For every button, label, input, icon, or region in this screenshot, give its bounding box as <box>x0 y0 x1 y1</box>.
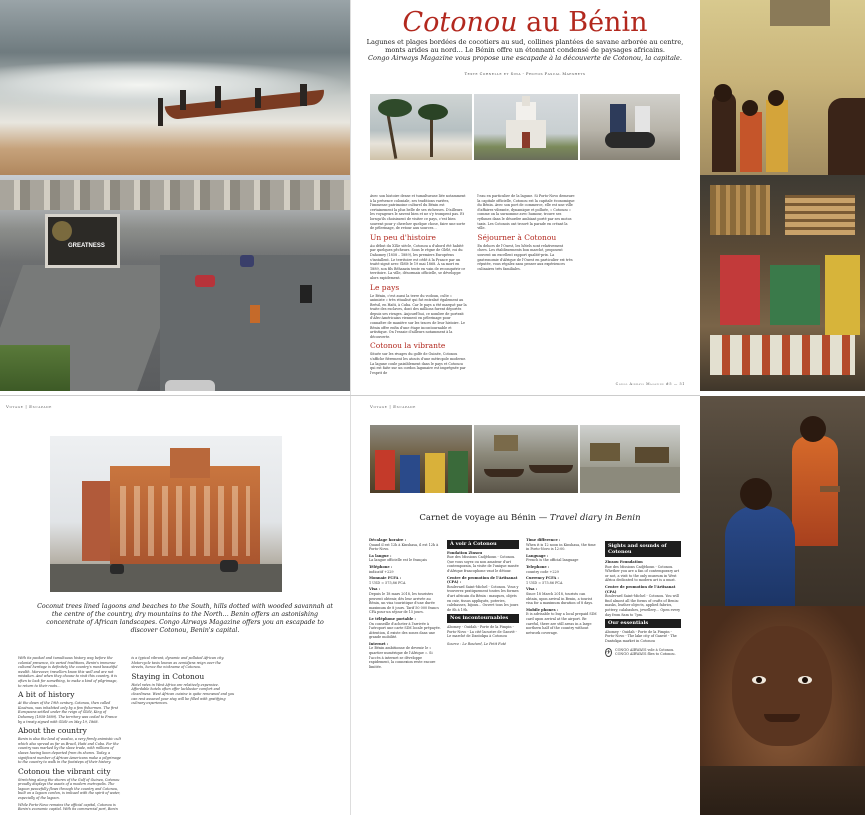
cathedral-photo <box>474 94 578 160</box>
info-heading: Centre de promotion de l'Artisanat (CPA) : <box>447 575 518 585</box>
hairdresser-photo <box>700 396 865 606</box>
info-heading: Centre de promotion de l'Artisanat (CPA) <box>605 584 676 594</box>
info-col-en <box>526 538 598 637</box>
travel-diary-title-en: Travel diary in Benin <box>549 513 641 523</box>
info-heading: Language : <box>526 553 549 558</box>
info-heading: La langue : <box>369 553 392 558</box>
article-title <box>355 8 695 38</box>
info-heading: Visa : <box>526 587 538 592</box>
info-text: Depuis le 18 mars 2018, les touristes peuvent obtenir, dès leur arrivée au Bénin, un visa touristique d'une durée maximum de 8 jours. Tarif 50 000 francs CFA pour un séjour de 15 jours. <box>369 591 439 615</box>
info-text: When it is 12 noon in Kinshasa, the time in Porto-Novo is 12:00. <box>526 542 596 552</box>
heading-city-en: Cotonou the vibrant city <box>18 766 111 776</box>
info-text: Rue des Missions Cadjèhoun - Cotonou. Whether you are a fan of contemporary art or not, a visit to the only museum in West Africa dedicated to modern art is a must. <box>605 564 680 583</box>
heading-stay-en: Staying in Cotonou <box>131 671 205 681</box>
palace-photo <box>50 436 282 592</box>
info-heading: Time difference : <box>526 538 561 542</box>
billboard: GREATNESS <box>45 214 120 268</box>
info-heading: Telephone : <box>526 564 550 569</box>
page-divider-horizontal <box>0 395 700 396</box>
section-header-right: Voyage | Escapade <box>370 404 416 409</box>
info-text: Since 18 March 2018, tourists can obtain, upon arrival in Benin, a tourist visa for a maximum duration of 8 days. <box>526 591 594 606</box>
heading-country: Le pays <box>370 282 400 292</box>
info-text: indicatif +229 <box>369 569 394 574</box>
info-text: Quand il est 12h à Kinshasa, il est 12h à Porto-Novo. <box>369 542 439 552</box>
info-heading: Fondation Zinsou <box>447 550 483 555</box>
info-text: Boulevard Saint-Michel - Cotonou. You will find almost all the forms of crafts of Benin: masks, leather objects, applied fabrics, pottery, calabashes, jewellery… Open every day from 8am to 7pm. <box>605 594 681 617</box>
source-note: Source : Le Routard, Le Petit Futé <box>447 641 507 646</box>
info-heading: Internet : <box>369 641 389 646</box>
info-text: Boulevard Saint-Michel - Cotonou. Vous y trouverez pratiquement toutes les formes d'art africain du Bénin : masques, objets en cuir, tissus appliqués, poteries, calebasses, bijoux… Ouvert tous les jours de 8h à 19h. <box>447 584 519 612</box>
info-heading: Mobile phones : <box>526 607 559 612</box>
article-columns-en: With its packed and tumultuous history way before the colonial presence, its varied traditions, Benin's immense cultural heritage is definitely the country's most beautiful wealth. Moreover, travellers know this well and are not mistaken. And when they choose to visit this country, it is often to look for something, to make a kind of pilgrimage, to return to their roots… A bit of history At the dawn of the 19th century, Cotonou, then called Kouénou, was inhabited only by a few fishermen. The first Europeans settled under the reign of Glélé, King of Dahomey (1858-1889). The territory was ceded to France by a treaty signed with Glélé on May 19, 1868. About the country Benin is also the land of voodoo, a very firmly animistic cult which also spread as far as Brazil, Haiti and Cuba. For the country was marked by the slave trade, with millions of slaves having been deported from its shores. Today, a significant number of African-Americans make a pilgrimage to the country to walk in the footsteps of their history. Cotonou the vibrant city Stretching along the shores of the Gulf of Guinea, Cotonou proudly displays the assets of a modern metropolis. The lagoon peacefully flows through the country and Cotonou, built on a lagoon cordon, is imbued with the spirit of water, especially of the lagoon. While Porto-Novo remains the official capital, Cotonou is Benin's economic capital. With its commercial port, Benin is a typical vibrant, dynamic and polluted African city. Motorcycle taxis known as zemidjans reign over the streets, hence the nickname of Cotonou. Staying in Cotonou Hotel rates in West Africa are relatively expensive. Affordable hotels often offer lackluster comfort and cleanliness. West African cuisine is quite renowned and you can rest assured your stay will be filled with gratifying culinary experiences. <box>18 656 235 812</box>
sights-box: Sights and sounds of Cotonou <box>605 541 681 557</box>
info-text: 1 USD = 575.86 FCA <box>526 580 563 585</box>
info-heading: Currency FCFA : <box>526 576 559 581</box>
cotonou-street-photo <box>0 175 350 391</box>
title-country: au Bénin <box>517 7 648 38</box>
page-footer-right: Congo Airways Magazine #5 — 51 <box>615 382 685 386</box>
airline-note: ✈ CONGO AIRWAYS vole à Cotonou. CONGO AIRWAYS flies to Cotonou. <box>606 647 676 657</box>
info-text: Rue des Missions Cadjèhoun - Cotonou. Que vous soyez ou non amateur d'art contemporain, la visite de l'unique musée d'Afrique francophone vaut le détour. <box>447 555 519 573</box>
airplane-icon: ✈ <box>606 648 612 656</box>
title-city: Cotonou <box>402 7 518 38</box>
info-text: country code +229 <box>526 569 559 574</box>
essentials-box-fr: Nos incontournables <box>447 614 519 623</box>
lagoon-boats-photo <box>474 425 578 493</box>
info-col-fr-2 <box>447 538 519 646</box>
see-in-cotonou-box: À voir à Cotonou <box>447 540 519 549</box>
info-text: On conseille d'acheter à l'arrivée à l'aéroport une carte SIM locale prépayée. Attention, il existe des zones dans une grande mobilité. <box>369 621 441 640</box>
info-heading: Zinsou Foundation <box>605 560 643 564</box>
travel-diary-title <box>380 513 680 523</box>
beach-fishermen-photo <box>0 0 350 175</box>
essentials-list-fr: Abomey - Ouidah - Porte de la Pimpin - Porto-Novo - La cité lacustre de Ganvié - Le marché de Dantokpa à Cotonou <box>447 624 517 639</box>
article-credit: Texte Cornelle et Sina - Photos Pascal Maeshets <box>464 72 586 76</box>
child-portrait-photo <box>700 606 865 815</box>
stilt-village-photo <box>580 425 680 493</box>
article-columns-fr: Avec son histoire dense et tumultueuse liée notamment à la présence coloniale, ses traditions variées, l'immense patrimoine culturel du Bénin est certainement la plus belle de ses richesses. D'ailleurs les voyageurs le savent bien et ne s'y trompent pas. Et lorsqu'ils choisissent de visiter ce pays, c'est bien souvent pour y chercher quelque chose, faire une sorte de pèlerinage, de retour aux sources… Un peu d'histoire Au début du XIXe siècle, Cotonou a d'abord été habité par quelques pêcheurs. Sous le règne de Glélé, roi du Dahomey (1858 – 1889), les premiers Européens s'installent. Le territoire est cédé à la France par un traité signé avec Glélé le 19 mai 1868. À sa mort en 1889, son fils Béhanzin tente en vain de reconquérir ce territoire. La ville, désormais officielle, se développe alors rapidement. Le pays Le Bénin, c'est aussi la terre du vodoun, culte « animiste » très ritualisé qui fut entraîné également au Brésil, en Haïti, à Cuba. Car le pays a été marqué par la traite des esclaves, dont des millions furent déportés depuis ses rivages. Aujourd'hui, ce nombre de portrait d'Afro-Américains viennent en pèlerinage pour connaître de manière sur les traces de leur histoire. Le Bénin offre enfin d'une étape incontournable et artistique. On l'essaie d'ailleurs notamment à la découverte. Cotonou la vibrante Située sur les rivages du golfe de Guinée, Cotonou s'affiche fièrement les atouts d'une métropole moderne. La lagune coule paisiblement dans le pays et Cotonou qui est faite sur un cordon lagunaire est imprégnée par l'esprit de l'eau en particulier de la lagune. Si Porto-Novo demeure la capitale officielle, Cotonou est la capitale économique du Bénin. Avec son port de commerce, elle est une ville d'affaires vibrante, dynamique et polluée, « Cotonou » comme on la surnomme avec humour, trouve ses rythmes dans le désordre ambiant porté par ses motos taxis. Les Cotonois ont trouvé la parade en créant la ville. Séjourner à Cotonou En dehors de l'Ouest, les hôtels sont relativement chers. Les établissements bon marché, proposent souvent un excellent rapport qualité-prix. La gastronomie d'Afrique de l'Ouest en particulier est très réputée, vous régalez sans penser aux expériences culinaires très familiales. <box>370 194 575 375</box>
info-text: French is the official language <box>526 558 579 563</box>
info-text: 1 USD = 575,86 FCA <box>369 580 406 585</box>
article-lead: Lagunes et plages bordées de cocotiers au sud, collines plantées de savane arborée au centre, monts arides au nord… Le Bénin offre un étonnant condensé de paysages africains. Congo Airways Magazine vous propose une escapade à la découverte de Cotonou, la capitale. <box>366 38 684 62</box>
essentials-list-en: Abomey - Ouidah - Porte de la Pimpin - Porto-Novo - The lake city of Ganvié - The Dantokpa market in Cotonou <box>605 629 677 643</box>
market-photo <box>700 175 865 391</box>
motorbike-photo <box>580 94 680 160</box>
travel-diary-title-fr: Carnet de voyage au Bénin — <box>419 513 548 523</box>
english-lead: Coconut trees lined lagoons and beaches to the South, hills dotted with wooded savannah at the centre of the country, dry mountains to the North… Benin offers an astonishing concentrate of African landscapes. Congo Airways Magazine offers you an escapade to discover Cotonou, Benin's capital. <box>37 603 333 634</box>
info-heading: Monnaie FCFA : <box>369 576 401 581</box>
children-photo <box>700 0 865 175</box>
info-heading: Décalage horaire : <box>369 538 407 542</box>
heading-stay: Séjourner à Cotonou <box>477 232 557 242</box>
heading-city: Cotonou la vibrante <box>370 341 446 351</box>
info-heading: Téléphone : <box>369 564 393 569</box>
info-text: It is advisable to buy a local prepaid SIM card upon arrival at the airport. Be careful, there are still areas in a large northern half of the country without network coverage. <box>526 612 597 635</box>
heading-history-en: A bit of history <box>18 690 75 700</box>
palm-beach-photo <box>370 94 472 160</box>
info-heading: Visa : <box>369 587 381 592</box>
info-text: La langue officielle est le français <box>369 558 428 563</box>
essentials-box-en: Our essentials <box>605 619 681 628</box>
page-divider-vertical <box>350 0 351 815</box>
info-col-en-2 <box>605 538 681 657</box>
heading-history: Un peu d'histoire <box>370 232 436 242</box>
info-heading: Le téléphone portable : <box>369 616 416 621</box>
section-header-left: Voyage | Escapade <box>6 404 52 409</box>
heading-country-en: About the country <box>18 726 87 736</box>
market-crowd-photo <box>370 425 472 493</box>
info-col-fr <box>369 538 441 671</box>
info-text: Le Bénin ambitionne de devenir le « quartier numérique de l'Afrique ». Si l'accès à internet se développe rapidement, la connexion reste encore limitée. <box>369 646 436 669</box>
